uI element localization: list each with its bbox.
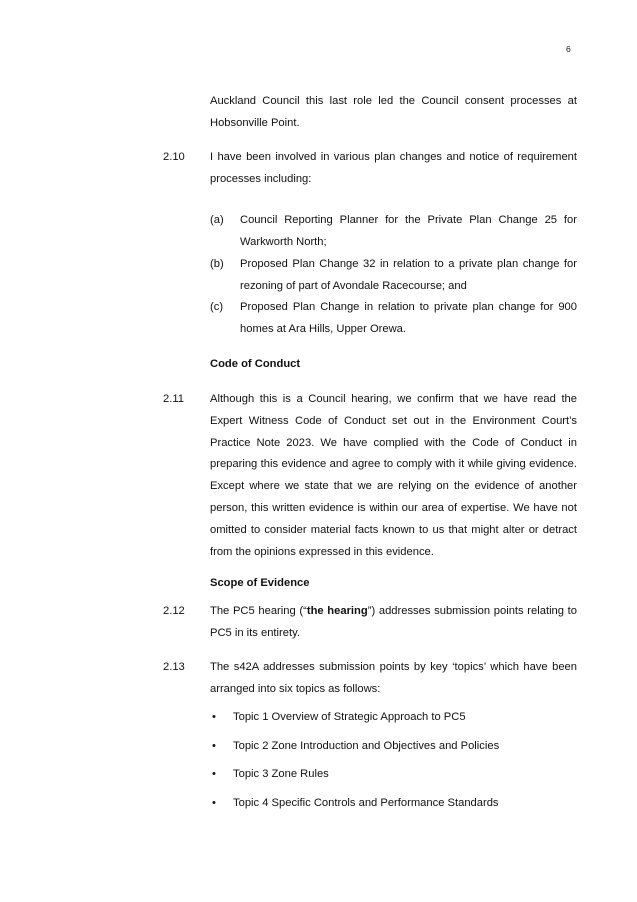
paragraph-number-2-12: 2.12 [163,605,185,617]
list-item-c [210,297,577,341]
paragraph-2-12-text [210,601,577,645]
paragraph-2-11-text: Although this is a Council hearing, we confirm that we have read the Expert Witness Code of Conduct set out in the Environment Court’s Practice Note 2023. We have complied with the Code of Conduct in preparing this evidence and agree to comply with it while giving evidence. Except where we state that we are relying on the evidence of another person, this written evidence is within our area of expertise. We have not omitted to consider material facts known to us that might alter or detract from the opinions expressed in this evidence. [210,393,577,558]
text-segment: The PC5 hearing (“ [210,605,307,617]
bullet-icon: • [212,711,216,723]
list-item-label: (c) [210,301,224,313]
list-item-text: Proposed Plan Change 32 in relation to a private plan change for rezoning of part of Avondale Racecourse; and [240,258,577,292]
bullet-item [210,764,329,786]
list-item-b [210,254,577,298]
bullet-text: Topic 2 Zone Introduction and Objectives and Policies [233,740,500,752]
bullet-item [210,707,466,729]
page-number: 6 [566,44,571,54]
continuation-paragraph: Auckland Council this last role led the Council consent processes at Hobsonville Point. [210,95,577,129]
bullet-text: Topic 4 Specific Controls and Performance Standards [233,797,499,809]
list-item-label: (b) [210,258,224,270]
heading-code-of-conduct: Code of Conduct [210,358,301,370]
bullet-icon: • [212,740,216,752]
bullet-item [210,736,499,758]
paragraph-number-2-11: 2.11 [163,393,184,405]
bullet-icon: • [212,797,216,809]
bullet-item [210,793,499,815]
paragraph-2-10-text: I have been involved in various plan changes and notice of requirement processes including: [210,151,577,185]
bullet-text: Topic 3 Zone Rules [233,768,329,780]
paragraph-2-13-text: The s42A addresses submission points by key ‘topics’ which have been arranged into six topics as follows: [210,661,577,695]
paragraph-number-2-10: 2.10 [163,151,185,163]
list-item-text: Proposed Plan Change in relation to private plan change for 900 homes at Ara Hills, Upper Orewa. [240,301,577,335]
bullet-icon: • [212,768,216,780]
list-item-label: (a) [210,214,224,226]
defined-term: the hearing [306,605,368,617]
heading-scope-of-evidence: Scope of Evidence [210,577,310,589]
text-segment: ”) addresses submission points relating to PC5 in its entirety. [210,605,578,639]
list-item-a [210,210,577,254]
list-item-text: Council Reporting Planner for the Private Plan Change 25 for Warkworth North; [240,214,577,248]
paragraph-number-2-13: 2.13 [163,661,185,673]
bullet-text: Topic 1 Overview of Strategic Approach to PC5 [233,711,466,723]
